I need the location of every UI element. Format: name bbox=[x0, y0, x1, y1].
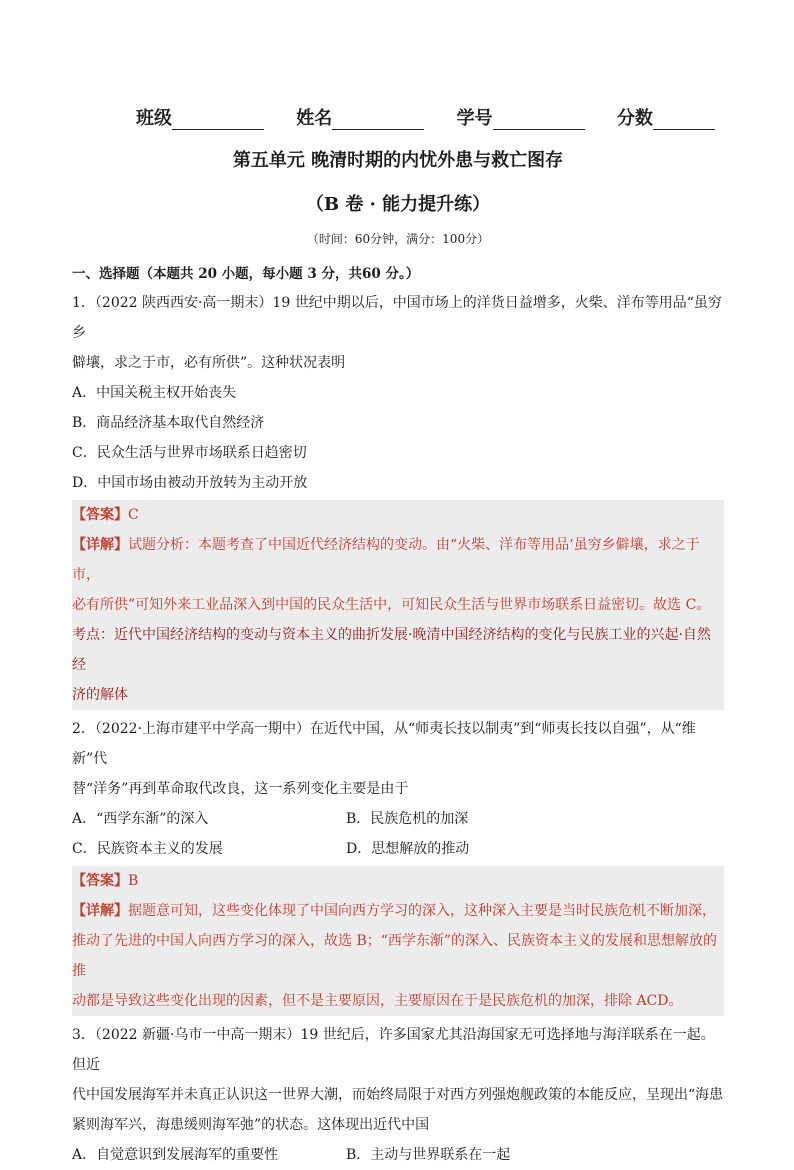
detail-text: 试题分析：本题考查了中国近代经济结构的变动。由“火柴、洋布等用品‘虽穷乡僻壤，求之于市， bbox=[72, 537, 700, 583]
answer-line bbox=[72, 866, 724, 896]
detail-tag: 【详解】 bbox=[72, 537, 128, 553]
detail-line bbox=[72, 530, 724, 590]
answer-tag: 【答案】 bbox=[72, 507, 128, 523]
detail-line: 动都是导致这些变化出现的因素，但不是主要原因，主要原因在于是民族危机的加深，排除 ACD。 bbox=[72, 993, 683, 1009]
question-stem: 替“洋务”再到革命取代改良，这一系列变化主要是由于 bbox=[72, 781, 409, 797]
detail-line: 必有所供”可知外来工业品深入到中国的民众生活中，可知民众生活与世界市场联系日益密切。故选 C。 bbox=[72, 597, 711, 613]
option-row bbox=[72, 804, 724, 834]
class-label: 班级 bbox=[136, 108, 172, 129]
answer-value: B bbox=[128, 873, 139, 889]
student-id-field bbox=[457, 104, 585, 130]
time-score-info: （时间：60分钟，满分：100分） bbox=[306, 232, 490, 246]
question-3 bbox=[72, 1020, 724, 1170]
class-field bbox=[136, 104, 264, 130]
question-stem: 1．（2022 陕西西安·高一期末）19 世纪中期以后，中国市场上的洋货日益增多，火柴、洋布等用品“虽穷乡 bbox=[72, 295, 722, 341]
question-1 bbox=[72, 288, 724, 710]
option-c[interactable]: C．民族资本主义的发展 bbox=[72, 841, 223, 857]
class-blank[interactable] bbox=[172, 111, 264, 130]
option-d[interactable]: D．思想解放的推动 bbox=[346, 841, 470, 857]
question-stem: 3．（2022 新疆·乌市一中高一期末）19 世纪后，许多国家尤其沿海国家无可选择地与海洋联系在一起。但近 bbox=[72, 1027, 715, 1073]
detail-line: 推动了先进的中国人向西方学习的深入，故选 B；“西学东渐”的深入、民族资本主义的发展和思想解放的推 bbox=[72, 933, 718, 979]
knowledge-point: 考点：近代中国经济结构的变动与资本主义的曲折发展·晚清中国经济结构的变化与民族工业的兴起·自然经 bbox=[72, 627, 711, 673]
paper-subtitle: （B 卷 · 能力提升练） bbox=[305, 194, 491, 215]
detail-tag: 【详解】 bbox=[72, 903, 128, 919]
name-label: 姓名 bbox=[296, 108, 333, 129]
option-a[interactable]: A．中国关税主权开始丧失 bbox=[72, 385, 237, 401]
option-b[interactable]: B．主动与世界联系在一起 bbox=[346, 1147, 511, 1163]
score-field bbox=[617, 104, 715, 130]
answer-tag: 【答案】 bbox=[72, 873, 128, 889]
question-2 bbox=[72, 714, 724, 1016]
score-label: 分数 bbox=[616, 108, 653, 129]
question-stem: 2．（2022·上海市建平中学高一期中）在近代中国，从“师夷长技以制夷”到“师夷长技以自强”，从“维新”代 bbox=[72, 721, 696, 767]
knowledge-point: 济的解体 bbox=[72, 687, 128, 703]
student-id-label: 学号 bbox=[456, 108, 493, 129]
question-list bbox=[72, 288, 724, 1170]
question-stem: 僻壤，求之于市，必有所供”。这种状况表明 bbox=[72, 355, 346, 371]
question-stem: 紧则海军兴，海患缓则海军弛”的状态。这体现出近代中国 bbox=[72, 1117, 430, 1133]
section-heading: 一、选择题（本题共 20 小题，每小题 3 分，共60 分。） bbox=[72, 266, 420, 282]
answer-block bbox=[72, 866, 724, 1016]
answer-block bbox=[72, 500, 724, 710]
option-row bbox=[72, 834, 724, 864]
option-b[interactable]: B．商品经济基本取代自然经济 bbox=[72, 415, 265, 431]
option-a[interactable]: A．自觉意识到发展海军的重要性 bbox=[72, 1147, 279, 1163]
option-a[interactable]: A．“西学东渐”的深入 bbox=[72, 811, 209, 827]
option-d[interactable]: D．中国市场由被动开放转为主动开放 bbox=[72, 475, 308, 491]
option-c[interactable]: C．民众生活与世界市场联系日趋密切 bbox=[72, 445, 307, 461]
detail-line bbox=[72, 896, 724, 926]
answer-value: C bbox=[128, 507, 139, 523]
name-field bbox=[296, 104, 424, 130]
score-blank[interactable] bbox=[653, 111, 715, 130]
option-b[interactable]: B．民族危机的加深 bbox=[346, 811, 469, 827]
answer-line bbox=[72, 500, 724, 530]
detail-text: 据题意可知，这些变化体现了中国向西方学习的深入，这种深入主要是当时民族危机不断加深， bbox=[128, 903, 716, 919]
student-info-line bbox=[136, 104, 726, 130]
student-id-blank[interactable] bbox=[493, 111, 585, 130]
unit-title: 第五单元 晚清时期的内忧外患与救亡图存 bbox=[232, 150, 564, 171]
option-row bbox=[72, 1140, 724, 1170]
name-blank[interactable] bbox=[332, 111, 424, 130]
question-stem: 代中国发展海军并未真正认识这一世界大潮，而始终局限于对西方列强炮舰政策的本能反应，呈现出“海患 bbox=[72, 1087, 724, 1103]
